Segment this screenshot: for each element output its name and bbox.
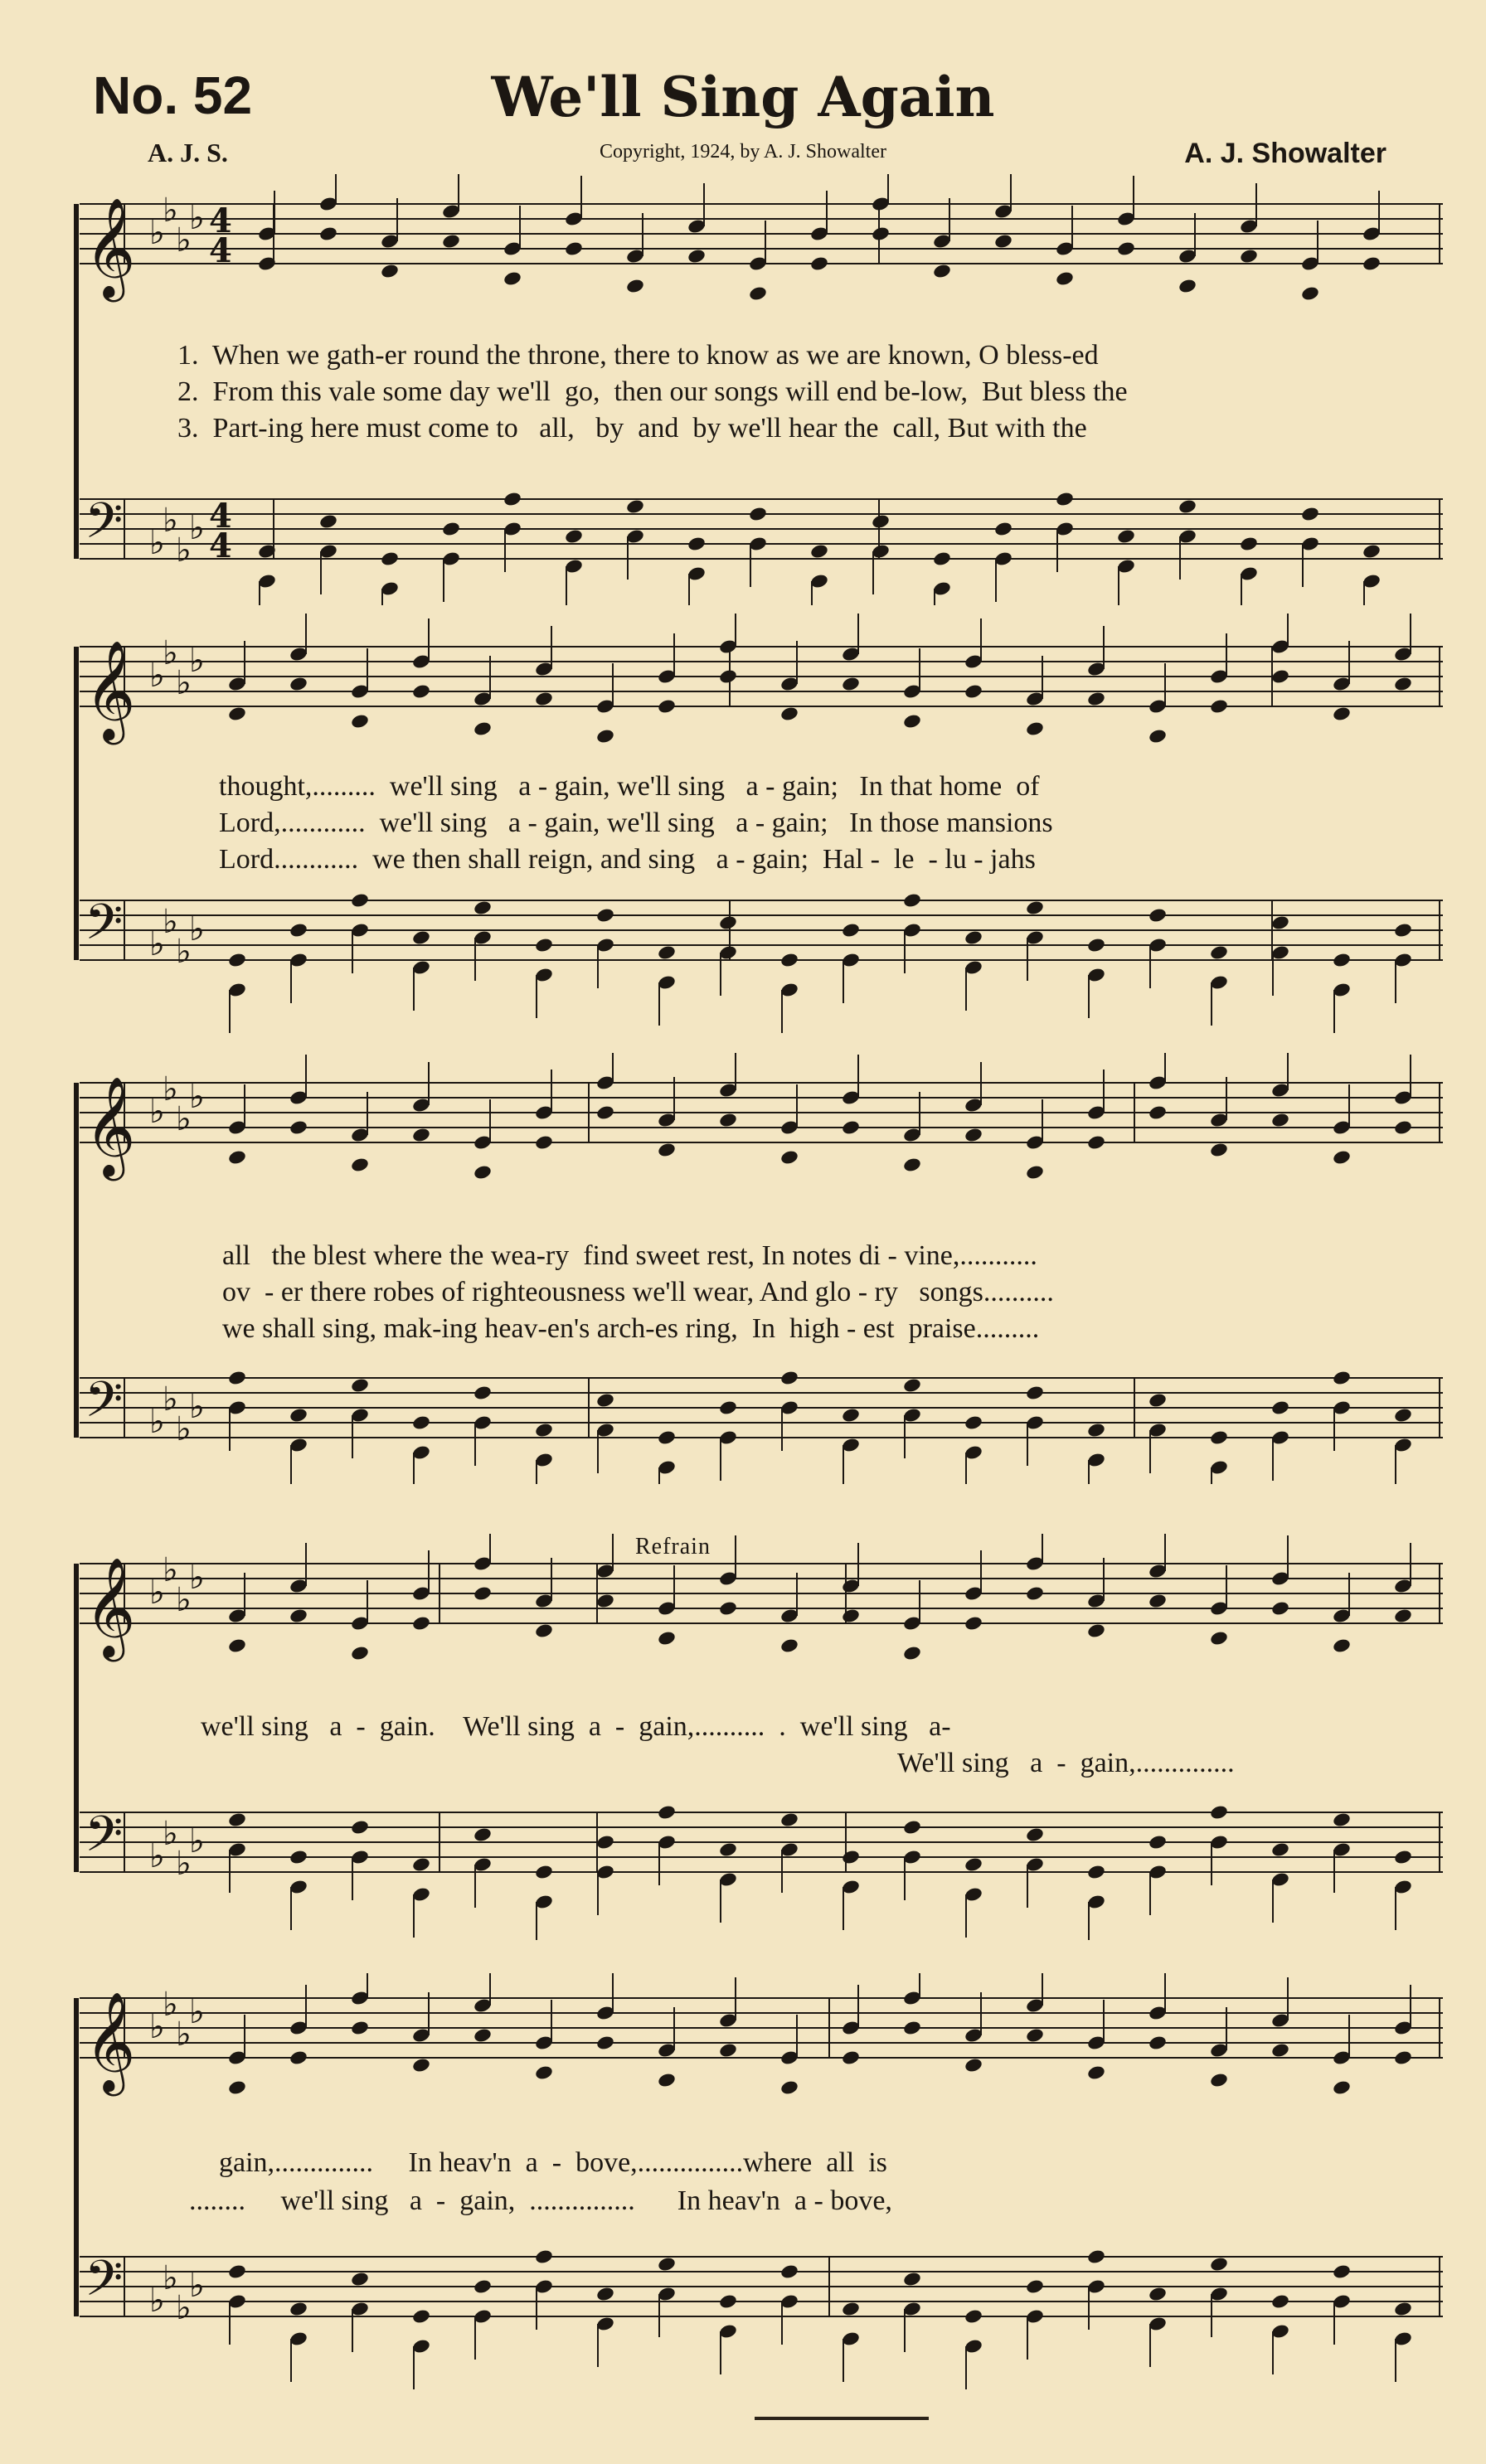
notehead <box>227 952 247 968</box>
notehead <box>841 922 861 939</box>
notehead <box>841 2049 861 2066</box>
flat-icon: ♭ <box>163 192 178 230</box>
notehead <box>411 929 431 946</box>
notehead <box>564 240 584 257</box>
notehead <box>534 2248 554 2265</box>
flat-icon: ♭ <box>149 1093 165 1131</box>
flat-icon: ♭ <box>149 657 165 695</box>
notehead <box>227 1637 247 1654</box>
notehead <box>411 683 431 700</box>
flat-icon: ♭ <box>189 1993 205 2031</box>
time-signature-digit: 4 <box>209 497 232 536</box>
notehead <box>1116 240 1136 257</box>
notehead <box>1148 2286 1168 2302</box>
notehead <box>841 676 861 692</box>
notehead <box>1209 1429 1229 1446</box>
notehead <box>534 1134 554 1151</box>
bottom-rule <box>755 2417 929 2420</box>
flat-icon: ♭ <box>163 1551 178 1589</box>
notehead <box>1178 498 1197 515</box>
notehead <box>473 2027 493 2044</box>
notehead <box>350 2020 370 2036</box>
notehead <box>841 2301 861 2317</box>
notehead <box>227 1370 247 1386</box>
treble-staff <box>80 614 1443 745</box>
notehead <box>779 1812 799 1828</box>
notehead <box>411 2308 431 2325</box>
notehead <box>1332 952 1352 968</box>
flat-icon: ♭ <box>189 1559 205 1597</box>
notehead <box>1393 2301 1413 2317</box>
lyric-line: Lord,............ we'll sing a - gain, we'll sing a - gain; In those mansions <box>219 808 1053 838</box>
notehead <box>380 263 400 279</box>
notehead <box>1270 914 1290 931</box>
notehead <box>227 2263 247 2280</box>
notehead <box>411 2057 431 2074</box>
notehead <box>993 521 1013 537</box>
notehead <box>227 1149 247 1166</box>
notehead <box>473 720 493 737</box>
notehead <box>1025 2278 1045 2295</box>
flat-icon: ♭ <box>176 2289 192 2327</box>
notehead <box>1332 1370 1352 1386</box>
notehead <box>1332 2079 1352 2096</box>
notehead <box>473 1826 493 1843</box>
notehead <box>534 2064 554 2081</box>
notehead <box>687 536 707 552</box>
notehead <box>473 1164 493 1181</box>
notehead <box>473 1385 493 1401</box>
flat-icon: ♭ <box>149 214 165 252</box>
notehead <box>841 1407 861 1424</box>
notehead <box>1300 285 1320 302</box>
notehead <box>227 2079 247 2096</box>
notehead <box>1055 491 1075 507</box>
notehead <box>1209 1804 1229 1821</box>
bass-clef-icon: 𝄢 <box>85 1805 124 1875</box>
notehead <box>718 914 738 931</box>
bass-clef-icon: 𝄢 <box>85 893 124 963</box>
flat-icon: ♭ <box>149 2008 165 2046</box>
notehead <box>1209 2072 1229 2088</box>
lyric-line: all the blest where the wea-ry find sweet rest, In notes di - vine,........... <box>222 1240 1037 1271</box>
notehead <box>1086 1422 1106 1438</box>
notehead <box>932 263 952 279</box>
notehead <box>1086 1864 1106 1880</box>
refrain-label: Refrain <box>635 1534 711 1559</box>
lyric-line: we shall sing, mak-ing heav-en's arch-es ring, In high - est praise......... <box>222 1313 1040 1344</box>
time-signature-digit: 4 <box>209 201 232 240</box>
notehead <box>748 285 768 302</box>
notehead <box>1393 2049 1413 2066</box>
notehead <box>902 1645 922 1661</box>
notehead <box>534 1622 554 1639</box>
flat-icon: ♭ <box>189 199 205 237</box>
notehead <box>1086 691 1106 707</box>
notehead <box>595 2035 615 2051</box>
notehead <box>902 1377 922 1394</box>
notehead <box>1086 2064 1106 2081</box>
flat-icon: ♭ <box>176 933 192 971</box>
notehead <box>1025 1826 1045 1843</box>
notehead <box>902 1157 922 1173</box>
notehead <box>1209 1630 1229 1647</box>
notehead <box>595 1392 615 1409</box>
notehead <box>503 491 522 507</box>
lyric-line: 1. When we gath-er round the throne, there to know as we are known, O bless-ed <box>177 340 1099 371</box>
notehead <box>657 1142 677 1158</box>
notehead <box>350 892 370 909</box>
flat-icon: ♭ <box>176 1581 192 1619</box>
lyric-line: we'll sing a - gain. We'll sing a - gain,.......... . we'll sing a- <box>201 1711 951 1742</box>
flat-icon: ♭ <box>176 1845 192 1883</box>
flat-icon: ♭ <box>189 1822 205 1860</box>
notehead <box>1300 506 1320 522</box>
notehead <box>718 668 738 685</box>
notehead <box>441 521 461 537</box>
lyric-line: 3. Part-ing here must come to all, by and by we'll hear the call, But with the <box>177 413 1087 444</box>
notehead <box>964 1414 983 1431</box>
lyric-line: 2. From this vale some day we'll go, then our songs will end be-low, But bless the <box>177 376 1128 407</box>
notehead <box>964 683 983 700</box>
flat-icon: ♭ <box>189 1388 205 1426</box>
notehead <box>1086 1622 1106 1639</box>
notehead <box>964 1615 983 1632</box>
lyric-line: We'll sing a - gain,.............. <box>897 1748 1235 1778</box>
notehead <box>1209 698 1229 715</box>
notehead <box>289 1119 308 1136</box>
treble-clef-icon: 𝄞 <box>85 1556 136 1657</box>
notehead <box>657 1429 677 1446</box>
flat-icon: ♭ <box>163 1380 178 1419</box>
notehead <box>964 2308 983 2325</box>
bass-staff <box>80 1804 1443 1940</box>
notehead <box>902 892 922 909</box>
treble-staff <box>80 1053 1443 1181</box>
notehead <box>1209 944 1229 961</box>
bass-staff <box>80 892 1443 1033</box>
notehead <box>350 713 370 730</box>
notehead <box>1148 1593 1168 1609</box>
flat-icon: ♭ <box>163 2259 178 2297</box>
notehead <box>1148 1104 1168 1121</box>
notehead <box>564 528 584 545</box>
notehead <box>227 1812 247 1828</box>
composer: A. J. Showalter <box>1184 138 1386 169</box>
notehead <box>1025 1385 1045 1401</box>
notehead <box>595 1104 615 1121</box>
flat-icon: ♭ <box>189 910 205 948</box>
treble-staff <box>80 174 1443 302</box>
treble-clef-icon: 𝄞 <box>85 196 136 298</box>
notehead <box>227 706 247 722</box>
flat-icon: ♭ <box>163 634 178 672</box>
notehead <box>534 1422 554 1438</box>
notehead <box>1148 728 1168 745</box>
notehead <box>1332 2263 1352 2280</box>
notehead <box>1393 1407 1413 1424</box>
notehead <box>1239 536 1259 552</box>
notehead <box>289 2049 308 2066</box>
notehead <box>993 233 1013 250</box>
notehead <box>1025 2027 1045 2044</box>
notehead <box>1148 907 1168 924</box>
notehead <box>289 1849 308 1865</box>
notehead <box>718 2293 738 2310</box>
notehead <box>1270 2042 1290 2059</box>
notehead <box>657 1804 677 1821</box>
hymn-number: No. 52 <box>93 65 253 125</box>
notehead <box>1239 248 1259 264</box>
notehead <box>779 706 799 722</box>
flat-icon: ♭ <box>149 2282 165 2320</box>
notehead <box>718 1841 738 1858</box>
lyricist: A. J. S. <box>148 138 228 167</box>
notehead <box>1025 900 1045 916</box>
notehead <box>779 1149 799 1166</box>
notehead <box>657 2256 677 2272</box>
hymn-title: We'll Sing Again <box>491 65 995 129</box>
flat-icon: ♭ <box>176 1410 192 1448</box>
notehead <box>718 1600 738 1617</box>
flat-icon: ♭ <box>189 509 205 547</box>
treble-staff <box>80 1534 1443 1661</box>
notehead <box>779 2079 799 2096</box>
notehead <box>841 1849 861 1865</box>
notehead <box>1086 2248 1106 2265</box>
bass-staff <box>80 491 1443 605</box>
flat-icon: ♭ <box>176 531 192 570</box>
notehead <box>1025 1164 1045 1181</box>
notehead <box>350 1819 370 1836</box>
notehead <box>1148 1392 1168 1409</box>
notehead <box>1116 528 1136 545</box>
treble-clef-icon: 𝄞 <box>85 1991 136 2092</box>
notehead <box>1270 1600 1290 1617</box>
flat-icon: ♭ <box>149 1837 165 1875</box>
notehead <box>718 1399 738 1416</box>
notehead <box>1148 1834 1168 1850</box>
flat-icon: ♭ <box>149 1574 165 1612</box>
notehead <box>1362 543 1382 560</box>
notehead <box>1270 668 1290 685</box>
notehead <box>902 2271 922 2287</box>
notehead <box>902 2020 922 2036</box>
notehead <box>1393 1849 1413 1865</box>
notehead <box>411 1414 431 1431</box>
notehead <box>350 1157 370 1173</box>
notehead <box>289 922 308 939</box>
flat-icon: ♭ <box>163 502 178 540</box>
notehead <box>350 1645 370 1661</box>
notehead <box>718 2042 738 2059</box>
flat-icon: ♭ <box>176 2015 192 2054</box>
flat-icon: ♭ <box>149 1403 165 1441</box>
notehead <box>1086 1134 1106 1151</box>
notehead <box>1393 922 1413 939</box>
notehead <box>595 1593 615 1609</box>
time-signature-digit: 4 <box>209 231 232 270</box>
notehead <box>657 944 677 961</box>
notehead <box>534 1864 554 1880</box>
treble-clef-icon: 𝄞 <box>85 639 136 740</box>
notehead <box>932 551 952 567</box>
notehead <box>411 1856 431 1873</box>
notehead <box>964 1856 983 1873</box>
notehead <box>657 2072 677 2088</box>
flat-icon: ♭ <box>176 221 192 259</box>
notehead <box>1055 270 1075 287</box>
bass-clef-icon: 𝄢 <box>85 2249 124 2319</box>
notehead <box>625 278 645 294</box>
notehead <box>595 907 615 924</box>
notehead <box>503 270 522 287</box>
notehead <box>1393 676 1413 692</box>
notehead <box>289 2301 308 2317</box>
notehead <box>1332 1812 1352 1828</box>
notehead <box>318 513 338 530</box>
notehead <box>534 937 554 953</box>
lyric-line: thought,......... we'll sing a - gain, we'll sing a - gain; In that home of <box>219 771 1040 802</box>
flat-icon: ♭ <box>176 1100 192 1138</box>
notehead <box>1393 1608 1413 1624</box>
notehead <box>871 226 891 242</box>
notehead <box>748 506 768 522</box>
lyric-line: ov - er there robes of righteousness we'll wear, And glo - ry songs.......... <box>222 1277 1054 1307</box>
notehead <box>595 2286 615 2302</box>
notehead <box>779 2263 799 2280</box>
notehead <box>625 498 645 515</box>
notehead <box>473 900 493 916</box>
notehead <box>809 255 829 272</box>
copyright-notice: Copyright, 1924, by A. J. Showalter <box>600 141 886 162</box>
flat-icon: ♭ <box>163 1986 178 2024</box>
lyric-line: ........ we'll sing a - gain, ............... In heav'n a - bove, <box>189 2185 892 2216</box>
notehead <box>1270 1841 1290 1858</box>
treble-staff <box>80 1973 1443 2096</box>
notehead <box>350 1377 370 1394</box>
notehead <box>289 1407 308 1424</box>
notehead <box>687 248 707 264</box>
notehead <box>534 691 554 707</box>
notehead <box>289 676 308 692</box>
flat-icon: ♭ <box>163 1070 178 1108</box>
bass-staff <box>80 2248 1443 2389</box>
notehead <box>779 952 799 968</box>
notehead <box>1209 1142 1229 1158</box>
flat-icon: ♭ <box>189 2267 205 2305</box>
lyric-line: Lord............ we then shall reign, and sing a - gain; Hal - le - lu - jahs <box>219 844 1036 875</box>
notehead <box>595 728 615 745</box>
flat-icon: ♭ <box>189 642 205 680</box>
notehead <box>841 1119 861 1136</box>
notehead <box>1332 1149 1352 1166</box>
notehead <box>1393 1119 1413 1136</box>
flat-icon: ♭ <box>176 664 192 702</box>
notehead <box>318 226 338 242</box>
notehead <box>1332 1637 1352 1654</box>
notehead <box>964 1127 983 1143</box>
notehead <box>964 929 983 946</box>
notehead <box>657 698 677 715</box>
bass-clef-icon: 𝄢 <box>85 492 124 561</box>
notehead <box>1270 2293 1290 2310</box>
notehead <box>1270 1112 1290 1128</box>
notehead <box>1209 2256 1229 2272</box>
notehead <box>380 551 400 567</box>
notehead <box>779 1637 799 1654</box>
notehead <box>289 1608 308 1624</box>
notehead <box>473 2278 493 2295</box>
flat-icon: ♭ <box>189 1078 205 1116</box>
notehead <box>1086 937 1106 953</box>
notehead <box>473 1585 493 1602</box>
treble-clef-icon: 𝄞 <box>85 1075 136 1176</box>
notehead <box>411 1615 431 1632</box>
notehead <box>657 1630 677 1647</box>
notehead <box>718 1112 738 1128</box>
notehead <box>350 2271 370 2287</box>
notehead <box>1270 1399 1290 1416</box>
lyric-line: gain,.............. In heav'n a - bove,...............where all is <box>219 2147 887 2178</box>
notehead <box>411 1127 431 1143</box>
time-signature-digit: 4 <box>209 526 232 565</box>
notehead <box>1148 2035 1168 2051</box>
notehead <box>871 513 891 530</box>
notehead <box>902 713 922 730</box>
notehead <box>841 1608 861 1624</box>
notehead <box>1025 720 1045 737</box>
bass-staff <box>80 1370 1443 1484</box>
flat-icon: ♭ <box>163 1815 178 1853</box>
notehead <box>779 1370 799 1386</box>
notehead <box>1178 278 1197 294</box>
flat-icon: ♭ <box>163 903 178 941</box>
notehead <box>902 1819 922 1836</box>
notehead <box>1332 706 1352 722</box>
notehead <box>809 543 829 560</box>
notehead <box>441 233 461 250</box>
notehead <box>595 1834 615 1850</box>
bass-clef-icon: 𝄢 <box>85 1370 124 1440</box>
notehead <box>964 2057 983 2074</box>
flat-icon: ♭ <box>149 524 165 562</box>
notehead <box>1025 1585 1045 1602</box>
notehead <box>1362 255 1382 272</box>
flat-icon: ♭ <box>149 925 165 963</box>
